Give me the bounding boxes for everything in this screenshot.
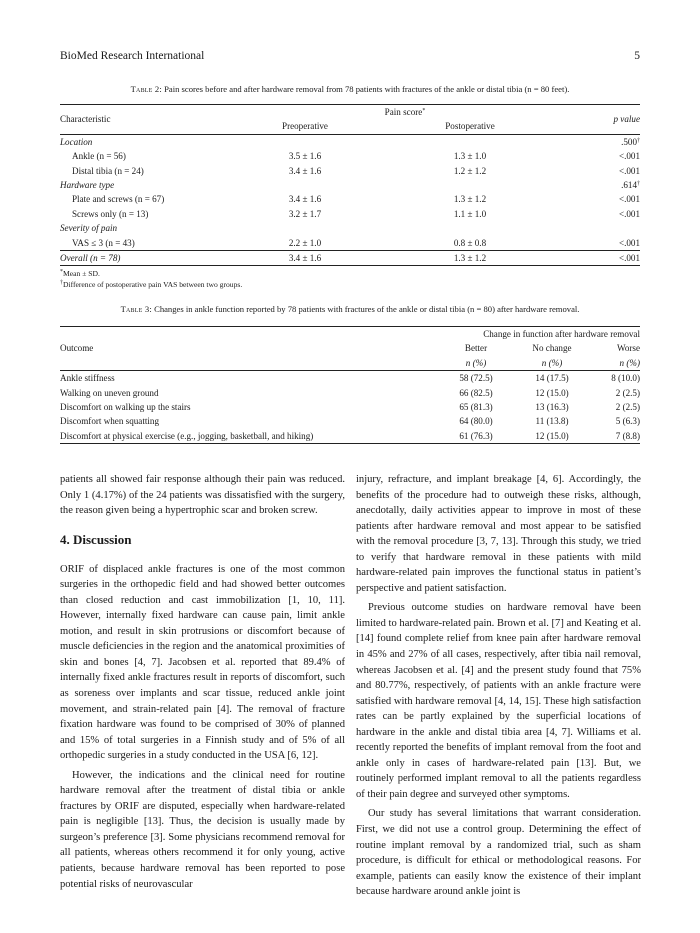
- table2-cell-label: Plate and screws (n = 67): [72, 194, 165, 205]
- table2-caption: [60, 84, 640, 94]
- body-paragraph: Previous outcome studies on hardware removal have been limited to hardware-related pain. Brown et al. [7] and Keating et al. [14] found complete relief from knee pain after hardware removal in 45% and 27% of all cases, respectively, after tibia nail removal, whereas Jacobsen et al. [4] and the present study found that 75% and 80.77%, respectively, of patients with an ankle fracture were satisfied with hardware removal [4, 14, 15]. These high satisfaction rates can be partly explained by the superficial locations of hardware in the ankle and distal tibia area [4, 7]. Williams et al. recently reported the benefits of implant removal from the foot and ankle only in cases of hardware-related pain [13]. But, we routinely performed implant removal to all the patients regardless of their pain degree and surveyed other symptoms.: [356, 602, 641, 800]
- table3-cell-better: 66 (82.5): [459, 387, 493, 398]
- table3-cell-worse: 8 (10.0): [611, 373, 640, 384]
- table2-head-postoperative: Postoperative: [445, 121, 495, 132]
- table3-row: [60, 371, 640, 386]
- table3-cell-worse: 5 (6.3): [615, 416, 640, 427]
- table2-cell-pvalue: <.001: [618, 208, 640, 219]
- table3-head-npct: n (%): [541, 357, 563, 368]
- table3-head-change: Change in function after hardware removal: [483, 329, 640, 339]
- table2-cell-pvalue: [570, 221, 640, 235]
- table2-body: [60, 134, 640, 266]
- table2-cell-postoperative: 1.3 ± 1.2: [453, 194, 487, 205]
- table2-cell-pvalue: <.001: [618, 194, 640, 205]
- table2-cell-postoperative: 1.3 ± 1.0: [453, 151, 487, 162]
- table2-cell-pvalue: <.001: [618, 165, 640, 176]
- table3-label: Table 3:: [120, 304, 152, 314]
- table3-cell-nochange: 12 (15.0): [535, 430, 569, 441]
- table2-caption-text: Pain scores before and after hardware removal from 78 patients with fractures of the ankle or distal tibia (n = 80 feet).: [164, 84, 570, 94]
- table3-cell-better: 61 (76.3): [459, 430, 493, 441]
- table3-head-nochange: No change: [532, 343, 572, 354]
- table2-cell-postoperative: 0.8 ± 0.8: [453, 237, 487, 248]
- table2-cell-postoperative: 1.2 ± 1.2: [453, 165, 487, 176]
- table2-row: [60, 207, 640, 221]
- table3-head-worse: Worse: [616, 343, 640, 354]
- table2-cell-preoperative: 3.4 ± 1.6: [288, 165, 322, 176]
- table3-head-outcome: Outcome: [60, 343, 94, 354]
- table2-cell-preoperative: 3.2 ± 1.7: [288, 208, 322, 219]
- table2-cell-postoperative: [370, 221, 570, 235]
- body-paragraph: ORIF of displaced ankle fractures is one of the most common surgeries in the orthopedic field and had showed better outcomes than closed reduction and cast immobilization [1, 10, 11]. However, internally fixed hardware can cause pain, limit ankle motion, and result in skin protrusions or discomfort because of muscle deficiencies in the region and the anatomical proximities of skin and bones [4, 7]. Jacobsen et al. reported that 89.4% of internally fixed ankle fractures result in reports of discomfort, such as soreness over implants and scar tissue, reduced ankle joint movement, and strain-related pain [4]. The removal of fracture fixation hardware was found to be comprised of 30% of planned and 15% of total surgeries in a Finnish study and of 5% of all orthopedic surgeries in a study conducted in the USA [6, 12].: [60, 563, 345, 762]
- body-paragraph: Our study has several limitations that warrant consideration. First, we did not use a control group. Determining the effect of routine implant removal by a randomized trial, such as sham procedure, is difficult for ethical or methodological reasons. For example, patients can easily know the existence of their implant because hardware around ankle joint is: [356, 808, 641, 898]
- table2-cell-label: Screws only (n = 13): [72, 208, 149, 219]
- body-paragraph: injury, refracture, and implant breakage [4, 6]. Accordingly, the benefits of the procedure had to outweigh these risks, although, anecdotally, daily activities appear to improve in most of these patients after hardware removal and most appear to be satisfied with the removal procedure [3, 7, 13]. Through this study, we tried to verify that hardware removal in these patients with mild hardware-related pain improves the functional status in patient’s perspective and patient satisfaction.: [356, 474, 641, 594]
- table2-cell-label: Hardware type: [60, 180, 115, 191]
- table3-cell-nochange: 12 (15.0): [535, 387, 569, 398]
- table2-cell-pvalue: <.001: [618, 151, 640, 162]
- table3-row: [60, 386, 640, 400]
- table2-row: [60, 178, 640, 192]
- table2-cell-pvalue: .614†: [621, 180, 640, 191]
- table2-cell-preoperative: 3.5 ± 1.6: [288, 151, 322, 162]
- table2-cell-preoperative: [240, 134, 370, 149]
- table2-cell-preoperative: 3.4 ± 1.6: [288, 253, 322, 264]
- table2-cell-pvalue: <.001: [618, 253, 640, 264]
- table3: [60, 326, 640, 444]
- table3-cell-worse: 7 (8.8): [615, 430, 640, 441]
- table3-cell-outcome: Discomfort on walking up the stairs: [60, 402, 191, 413]
- table2-cell-postoperative: [370, 178, 570, 192]
- table3-cell-nochange: 11 (13.8): [535, 416, 569, 427]
- table3-cell-better: 64 (80.0): [459, 416, 493, 427]
- table2-head-pvalue: p value: [613, 114, 640, 125]
- body-paragraph: patients all showed fair response although their pain was reduced. Only 1 (4.17%) of the 24 patients was dissatisfied with the surgery, the reason given being a hypertrophic scar and broken screw.: [60, 474, 345, 517]
- table2-cell-label: Location: [60, 136, 93, 147]
- table3-cell-outcome: Walking on uneven ground: [60, 387, 159, 398]
- table3-cell-better: 58 (72.5): [459, 373, 493, 384]
- journal-name: BioMed Research International: [60, 50, 205, 62]
- table2-cell-label: Ankle (n = 56): [72, 151, 126, 162]
- table2-row: [60, 236, 640, 251]
- table2-cell-preoperative: [240, 221, 370, 235]
- table3-caption-text: Changes in ankle function reported by 78 patients with fractures of the ankle or distal tibia (n = 80) after hardware removal.: [154, 304, 580, 314]
- table2-row: [60, 134, 640, 149]
- table2-cell-postoperative: [370, 134, 570, 149]
- table2-cell-preoperative: [240, 178, 370, 192]
- table3-caption: [60, 304, 640, 314]
- left-column: [60, 472, 345, 892]
- table3-cell-outcome: Ankle stiffness: [60, 373, 115, 384]
- table2-cell-postoperative: 1.1 ± 1.0: [453, 208, 487, 219]
- table2-cell-label: Overall (n = 78): [60, 253, 121, 264]
- table3-cell-nochange: 13 (16.3): [535, 402, 569, 413]
- table3-head-better: Better: [464, 343, 488, 354]
- table2-cell-postoperative: 1.3 ± 1.2: [453, 253, 487, 264]
- table2-label: Table 2:: [130, 84, 162, 94]
- table3-head-npct: n (%): [465, 357, 487, 368]
- table2-cell-pvalue: .500†: [621, 136, 640, 147]
- table2-row: [60, 221, 640, 235]
- body-paragraph: However, the indications and the clinical need for routine hardware removal after the treatment of distal tibia or ankle fractures by ORIF are disputed, especially when hardware-related pain is negligible [13]. Thus, the decision is usually made by surgeon’s preference [3]. Some physicians recommend removal for all patients, whereas others recommend it for only young, active patients, because hardware removal has been reported to pose potential risks of neurovascular: [60, 769, 345, 890]
- table3-body: [60, 371, 640, 444]
- table2-cell-label: Severity of pain: [60, 223, 118, 234]
- table2: [60, 104, 640, 266]
- table2-row: [60, 164, 640, 178]
- table2-footnote: †Difference of postoperative pain VAS between two groups.: [60, 280, 243, 289]
- table2-row: [60, 149, 640, 163]
- table2-cell-preoperative: 2.2 ± 1.0: [288, 237, 322, 248]
- table2-cell-pvalue: <.001: [618, 237, 640, 248]
- table2-footnote: *Mean ± SD.: [60, 269, 100, 278]
- table3-cell-better: 65 (81.3): [459, 402, 493, 413]
- table3-cell-outcome: Discomfort at physical exercise (e.g., jogging, basketball, and hiking): [60, 430, 314, 441]
- table2-footnotes: [60, 268, 242, 290]
- table2-cell-label: VAS ≤ 3 (n = 43): [72, 237, 135, 248]
- table3-cell-outcome: Discomfort when squatting: [60, 416, 160, 427]
- table2-head-preoperative: Preoperative: [282, 121, 328, 132]
- table3-cell-worse: 2 (2.5): [615, 387, 640, 398]
- section-heading: 4. Discussion: [60, 531, 132, 547]
- running-head: [60, 50, 640, 66]
- page-number: 5: [634, 50, 640, 62]
- table2-cell-label: Distal tibia (n = 24): [72, 165, 144, 176]
- table2-row: [60, 251, 640, 266]
- table2-head-pain-score: Pain score*: [384, 107, 426, 117]
- table3-row: [60, 429, 640, 444]
- table2-row: [60, 192, 640, 206]
- table3-cell-worse: 2 (2.5): [615, 402, 640, 413]
- right-column: [356, 472, 641, 900]
- table3-head-npct: n (%): [619, 357, 640, 368]
- table3-row: [60, 414, 640, 428]
- table2-cell-preoperative: 3.4 ± 1.6: [288, 194, 322, 205]
- table2-head-characteristic: Characteristic: [60, 114, 111, 125]
- table3-row: [60, 400, 640, 414]
- table3-cell-nochange: 14 (17.5): [535, 373, 569, 384]
